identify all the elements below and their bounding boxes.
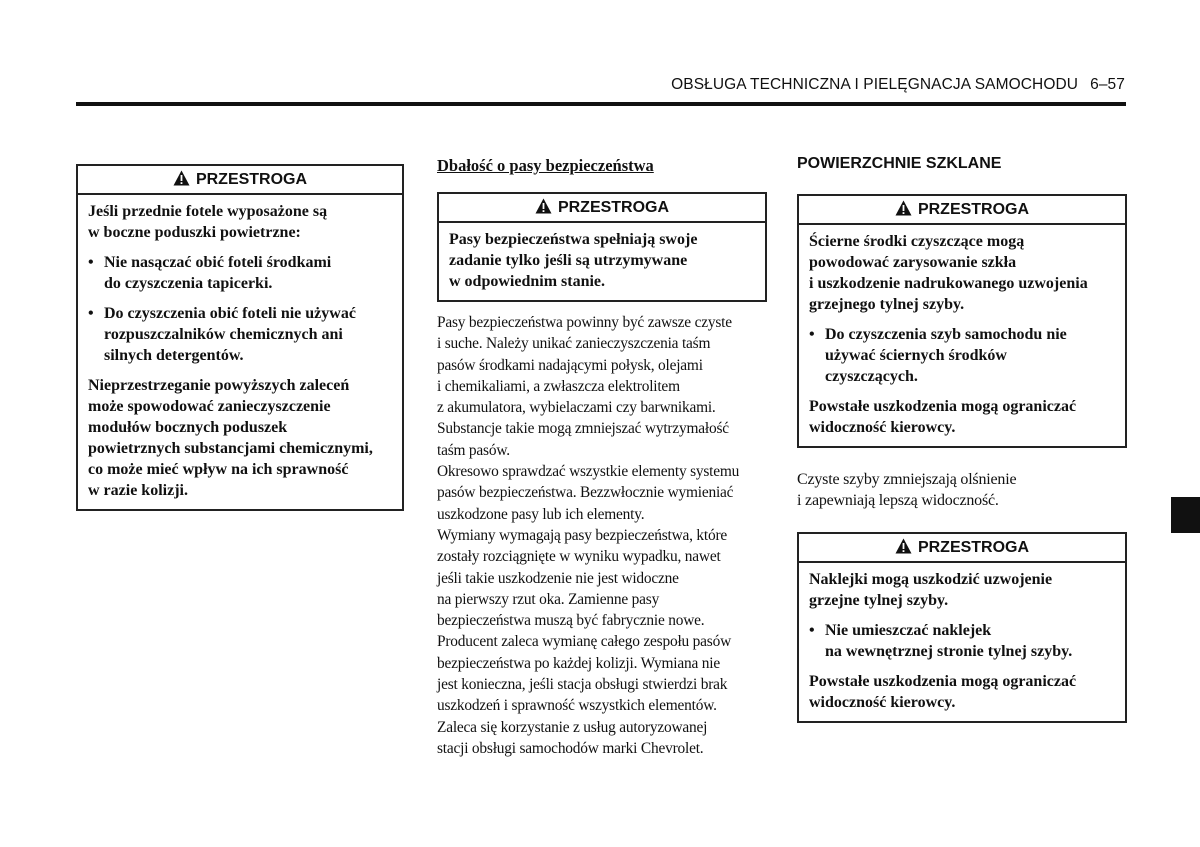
warning-triangle-icon [173,170,190,186]
warning-bullet: • Nie nasączać obić foteli środkami do czyszczenia tapicerki. [88,252,394,294]
warning-bullet: • Do czyszczenia szyb samochodu nie używać ściernych środków czyszczących. [809,324,1117,387]
warning-intro: Jeśli przednie fotele wyposażone są w boczne poduszki powietrzne: [88,203,328,241]
warning-triangle-icon [535,198,552,214]
warning-box-header [439,194,765,223]
header-rule [76,102,1126,106]
spacer [797,448,1127,469]
warning-box-stickers [797,532,1127,723]
column-3 [797,155,1127,723]
warning-label: PRZESTROGA [917,539,1030,556]
warning-text: Pasy bezpieczeństwa spełniają swoje zadanie tylko jeśli są utrzymywane w odpowiednim stanie. [449,231,698,290]
chapter-tab-marker [1171,497,1200,533]
warning-box-seatbelts [437,192,767,302]
warning-outro: Nieprzestrzeganie powyższych zaleceń może spowodować zanieczyszczenie modułów bocznych poduszek powietrznych substancjami chemicznymi, co może mieć wpływ na ich sprawność w razie kolizji. [88,377,373,499]
warning-triangle-icon [895,200,912,216]
warning-box-abrasives [797,194,1127,448]
seatbelt-care-text: Pasy bezpieczeństwa powinny być zawsze czyste i suche. Należy unikać zanieczyszczenia taśm pasów środkami nadającymi połysk, olejami i chemikaliami, a zwłaszcza elektrolitem z akumulatora, wybielaczami czy barwnikami. Substancje takie mogą zmniejszać wytrzymałość taśm pasów. Okresowo sprawdzać wszystkie elementy systemu pasów bezpieczeństwa. Bezzwłocznie wymieniać uszkodzone pasy lub ich elementy. Wymiany wymagają pasy bezpieczeństwa, które zostały rozciągnięte w wyniku wypadku, nawet jeśli takie uszkodzenie nie jest widoczne na pierwszy rzut oka. Zamienne pasy bezpieczeństwa muszą być fabrycznie nowe. Producent zaleca wymianę całego zespołu pasów bezpieczeństwa po każdej kolizji. Wymiana nie jest konieczna, jeśli stacja obsługi stwierdzi brak uszkodzeń i sprawność wszystkich elementów. Zaleca się korzystanie z usług autoryzowanej stacji obsługi samochodów marki Chevrolet. [437,314,740,757]
warning-bullet: • Do czyszczenia obić foteli nie używać rozpuszczalników chemicznych ani silnych detergentów. [88,303,394,366]
warning-label: PRZESTROGA [557,199,670,216]
spacer [437,302,767,312]
section-title-glass: POWIERZCHNIE SZKLANE [797,155,1002,172]
page-number: 6–57 [1090,76,1125,93]
chapter-title: OBSŁUGA TECHNICZNA I PIELĘGNACJA SAMOCHODU [671,76,1079,93]
warning-box-body [78,195,402,509]
clean-glass-text: Czyste szyby zmniejszają olśnienie i zapewniają lepszą widoczność. [797,471,1017,509]
warning-intro: Ścierne środki czyszczące mogą powodować zarysowanie szkła i uszkodzenie nadrukowanego uzwojenia grzejnego tylnej szyby. [809,233,1088,313]
warning-intro: Naklejki mogą uszkodzić uzwojenie grzejne tylnej szyby. [809,571,1053,609]
column-1 [76,164,404,511]
warning-triangle-icon [895,538,912,554]
section-title-seatbelts: Dbałość o pasy bezpieczeństwa [437,156,654,175]
warning-box-header [799,196,1125,225]
warning-outro: Powstałe uszkodzenia mogą ograniczać widoczność kierowcy. [809,673,1077,711]
warning-box-body [439,223,765,300]
warning-outro: Powstałe uszkodzenia mogą ograniczać widoczność kierowcy. [809,398,1077,436]
warning-box-header [78,166,402,195]
warning-label: PRZESTROGA [917,201,1030,218]
spacer [797,511,1127,532]
warning-box-body [799,563,1125,721]
warning-box-seats [76,164,404,511]
warning-box-header [799,534,1125,563]
warning-bullet: • Nie umieszczać naklejek na wewnętrznej stronie tylnej szyby. [809,620,1117,662]
page-header [600,76,1125,94]
warning-box-body [799,225,1125,446]
column-2 [437,156,767,759]
warning-label: PRZESTROGA [195,171,308,188]
